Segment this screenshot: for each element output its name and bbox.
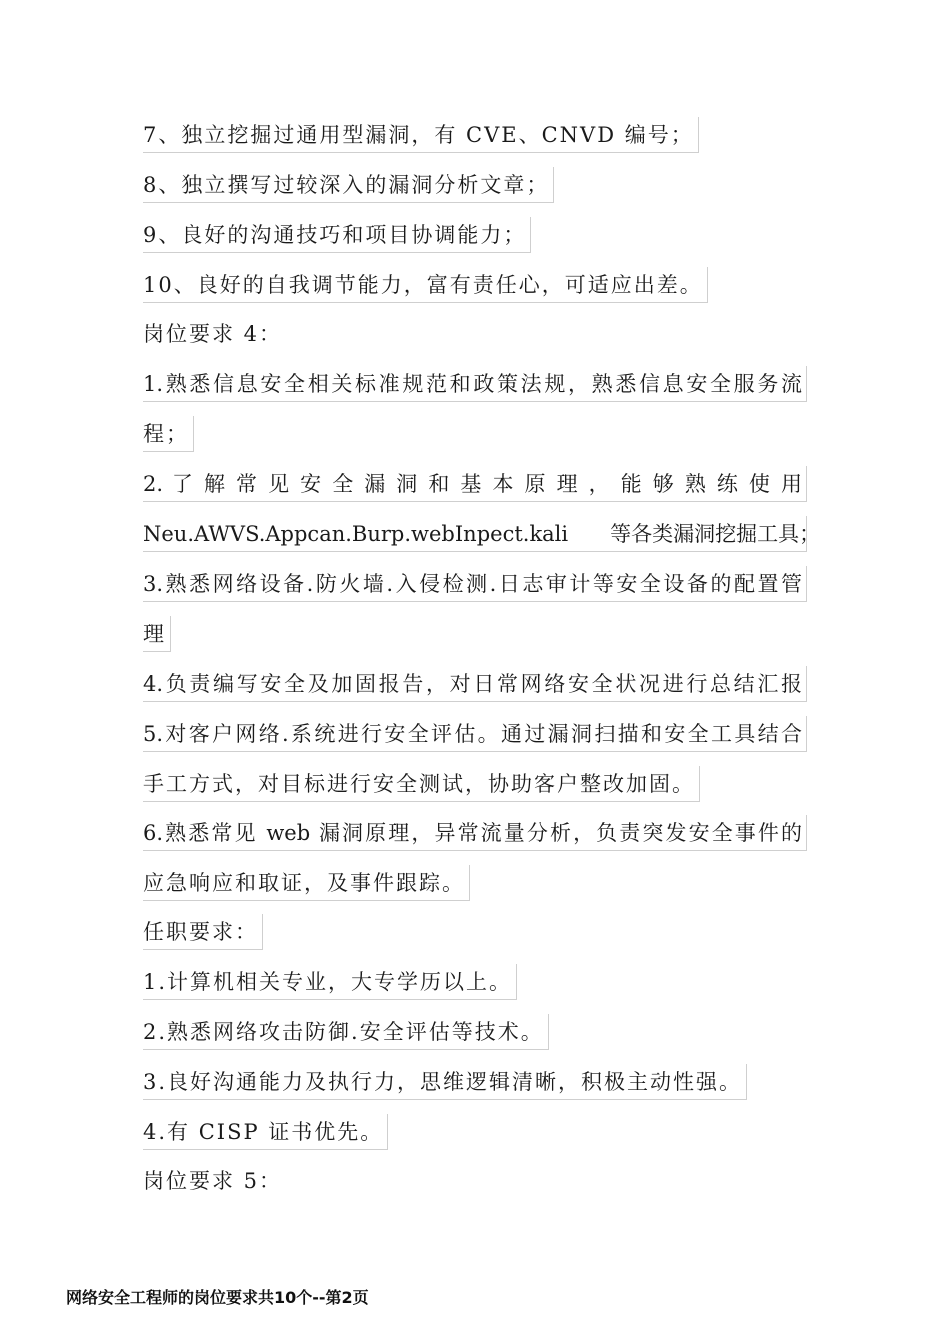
page-footer: 网络安全工程师的岗位要求共10个--第2页: [66, 1288, 369, 1307]
job4-item-4: 4.负责编写安全及加固报告，对日常网络安全状况进行总结汇报: [143, 666, 807, 702]
qualification-2: 2.熟悉网络攻击防御.安全评估等技术。: [143, 1014, 549, 1050]
job4-item-1-line-2: 程；: [143, 416, 194, 452]
job4-item-2-line-1: 2. 了 解 常 见 安 全 漏 洞 和 基 本 原 理 ， 能 够 熟 练 使 用: [143, 466, 807, 502]
job4-item-1-line-1: 1.熟悉信息安全相关标准规范和政策法规，熟悉信息安全服务流: [143, 366, 807, 402]
requirement-7: 7、独立挖掘过通用型漏洞，有 CVE、CNVD 编号；: [143, 117, 699, 153]
job4-item-2-line-2: Neu.AWVS.Appcan.Burp.webInpect.kali 等各类漏洞挖掘工具；: [143, 516, 807, 552]
job4-item-6-line-2: 应急响应和取证，及事件跟踪。: [143, 865, 470, 901]
qualification-1: 1.计算机相关专业，大专学历以上。: [143, 964, 517, 1000]
qualification-4: 4.有 CISP 证书优先。: [143, 1114, 388, 1150]
job4-item-5-line-2: 手工方式，对目标进行安全测试，协助客户整改加固。: [143, 766, 700, 802]
section-heading-job-4: 岗位要求 4：: [143, 322, 283, 346]
requirement-9: 9、良好的沟通技巧和项目协调能力；: [143, 217, 531, 253]
requirement-8: 8、独立撰写过较深入的漏洞分析文章；: [143, 167, 554, 203]
job4-item-3-line-1: 3.熟悉网络设备.防火墙.入侵检测.日志审计等安全设备的配置管: [143, 566, 807, 602]
qualification-3: 3.良好沟通能力及执行力，思维逻辑清晰，积极主动性强。: [143, 1064, 747, 1100]
job4-item-3-line-2: 理: [143, 616, 171, 652]
requirement-10: 10、良好的自我调节能力，富有责任心，可适应出差。: [143, 267, 708, 303]
section-heading-job-5: 岗位要求 5：: [143, 1169, 283, 1193]
section-heading-qualifications: 任职要求：: [143, 914, 263, 950]
job4-item-5-line-1: 5.对客户网络.系统进行安全评估。通过漏洞扫描和安全工具结合: [143, 716, 807, 752]
job4-item-6-line-1: 6.熟悉常见 web 漏洞原理，异常流量分析，负责突发安全事件的: [143, 815, 807, 851]
